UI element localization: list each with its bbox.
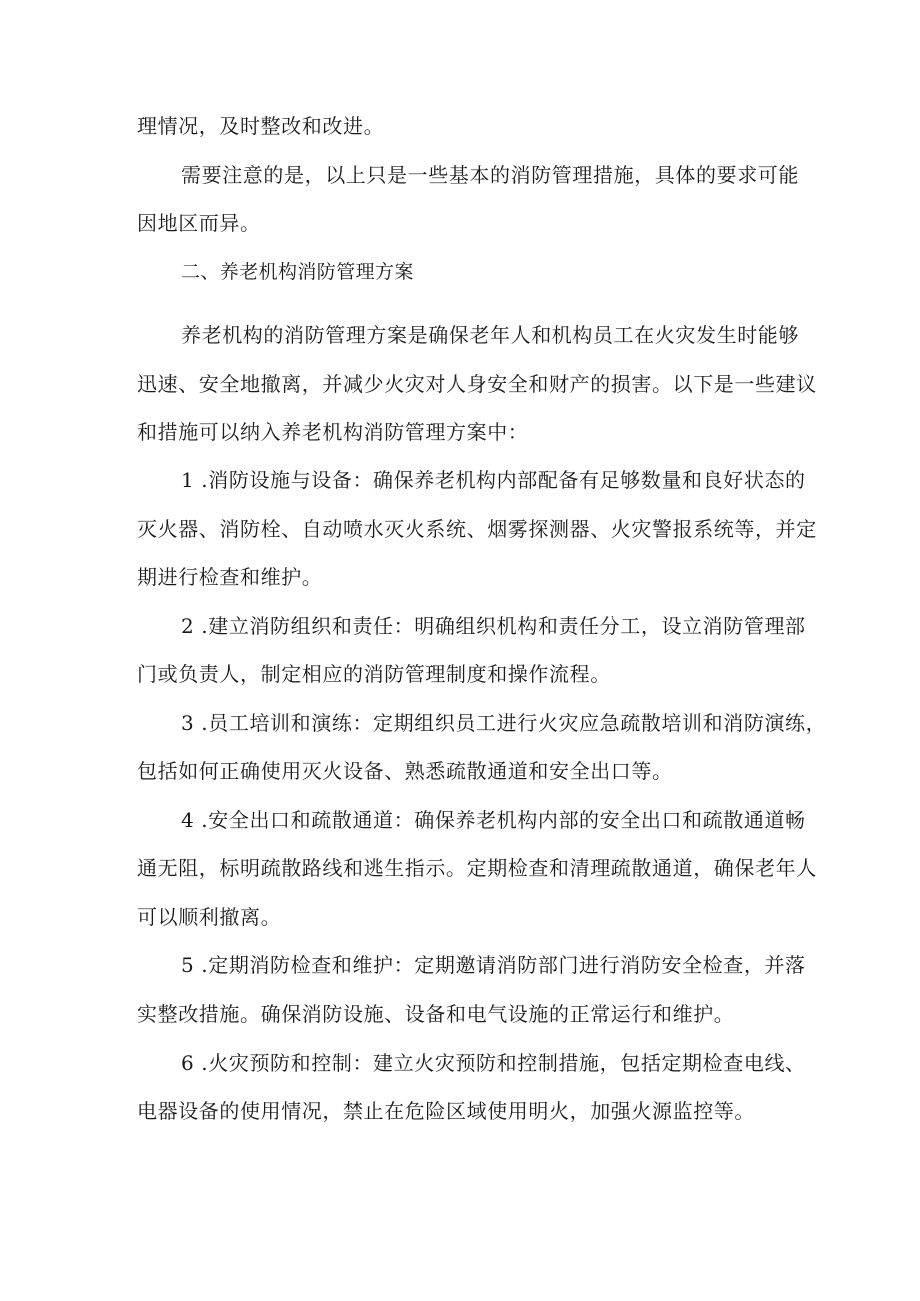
text-line: 实整改措施。确保消防设施、设备和电气设施的正常运行和维护。	[137, 1002, 735, 1026]
text-line: 和措施可以纳入养老机构消防管理方案中：	[137, 420, 529, 444]
list-item-4: 4 .安全出口和疏散通道：确保养老机构内部的安全出口和疏散通道畅	[181, 808, 806, 832]
list-item-1: 1 .消防设施与设备：确保养老机构内部配备有足够数量和良好状态的	[181, 468, 806, 492]
list-item-5: 5 .定期消防检查和维护：定期邀请消防部门进行消防安全检查，并落	[181, 953, 806, 977]
text-line: 因地区而异。	[137, 211, 261, 235]
text-line: 期进行检查和维护。	[137, 565, 323, 589]
text-line: 门或负责人，制定相应的消防管理制度和操作流程。	[137, 662, 611, 686]
text-line: 养老机构的消防管理方案是确保老年人和机构员工在火灾发生时能够	[181, 323, 799, 347]
text-line: 电器设备的使用情况，禁止在危险区域使用明火，加强火源监控等。	[137, 1099, 755, 1123]
text-line: 包括如何正确使用灭火设备、熟悉疏散通道和安全出口等。	[137, 759, 673, 783]
list-item-6: 6 .火灾预防和控制：建立火灾预防和控制措施，包括定期检查电线、	[181, 1051, 806, 1075]
text-line: 理情况，及时整改和改进。	[137, 114, 385, 138]
text-line: 通无阻，标明疏散路线和逃生指示。定期检查和清理疏散通道，确保老年人	[137, 856, 817, 880]
text-line: 需要注意的是，以上只是一些基本的消防管理措施，具体的要求可能	[181, 163, 799, 187]
text-line: 可以顺利撤离。	[137, 905, 282, 929]
section-heading: 二、养老机构消防管理方案	[181, 261, 414, 283]
list-item-3: 3 .员工培训和演练：定期组织员工进行火灾应急疏散培训和消防演练，	[181, 711, 827, 735]
text-line: 迅速、安全地撤离，并减少火灾对人身安全和财产的损害。以下是一些建议	[137, 372, 817, 396]
list-item-2: 2 .建立消防组织和责任：明确组织机构和责任分工，设立消防管理部	[181, 614, 806, 638]
text-line: 灭火器、消防栓、自动喷水灭火系统、烟雾探测器、火灾警报系统等，并定	[137, 517, 817, 541]
